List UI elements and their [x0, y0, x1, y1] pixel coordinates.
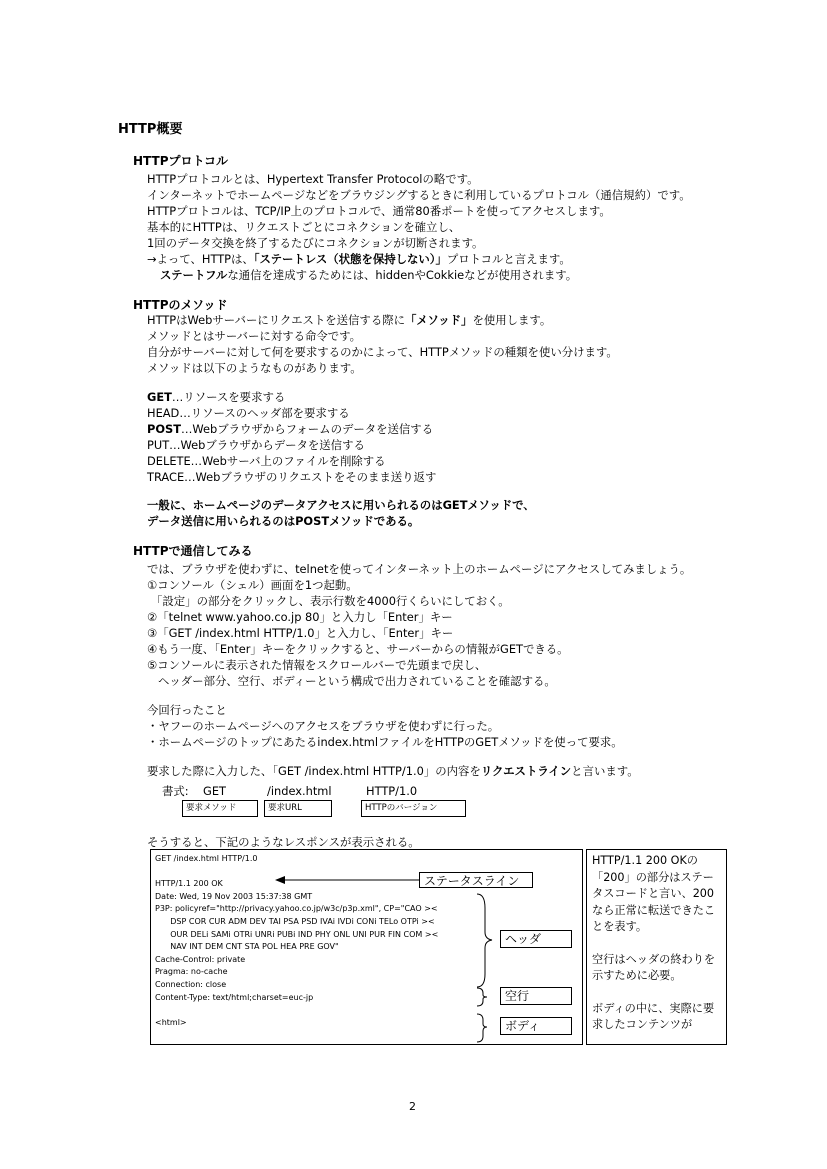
method-head: HEAD…リソースのヘッダ部を要求する	[147, 406, 350, 420]
response-intro: そうすると、下記のようなレスポンスが表示される。	[147, 835, 420, 849]
method-post	[147, 421, 433, 437]
response-line: Cache-Control: private	[155, 954, 246, 964]
tag-request-method: 要求メソッド	[182, 800, 258, 817]
stateless-pre: →よって、HTTPは、	[147, 252, 254, 266]
methods-l1-pre: HTTPはWebサーバーにリクエストを送信する際に	[147, 313, 405, 327]
format-version: HTTP/1.0	[366, 784, 418, 798]
methods-line-3: 自分がサーバーに対して何を要求するのかによって、HTTPメソッドの種類を使い分けます。	[147, 345, 618, 359]
stateless-post: プロトコルと言えます。	[446, 252, 571, 266]
page-number: 2	[409, 1100, 416, 1113]
methods-line-4: メソッドは以下のようなものがあります。	[147, 361, 362, 375]
format-url: /index.html	[267, 784, 332, 798]
response-line: Connection: close	[155, 979, 227, 989]
label-status-line: ステータスライン	[419, 872, 533, 888]
response-line: GET /index.html HTTP/1.0	[155, 854, 258, 863]
tag-request-url: 要求URL	[264, 800, 332, 817]
stateful-bold: ステートフル	[160, 268, 228, 282]
response-line: DSP COR CUR ADM DEV TAI PSA PSD IVAi IVDi CONi TELo OTPi ><	[155, 916, 435, 926]
methods-line-2: メソッドとはサーバーに対する命令です。	[147, 329, 362, 343]
label-header: ヘッダ	[500, 930, 572, 948]
comm-step-1: ①コンソール（シェル）画面を1つ起動。	[147, 578, 358, 592]
done-item-2: ・ホームページのトップにあたるindex.htmlファイルをHTTPのGETメソッドを使って要求。	[147, 735, 623, 749]
side-note-body: ボディの中に、実際に要求したコンテンツが	[592, 1001, 715, 1031]
label-body: ボディ	[500, 1017, 572, 1035]
response-line: HTTP/1.1 200 OK	[155, 879, 223, 889]
methods-l1-bold: 「メソッド」	[405, 313, 473, 327]
response-line: NAV INT DEM CNT STA POL HEA PRE GOV"	[155, 942, 339, 952]
stateless-line	[147, 251, 571, 267]
methods-summary-1: 一般に、ホームページのデータアクセスに用いられるのはGETメソッドで、	[147, 498, 535, 512]
response-box	[150, 849, 583, 1045]
page-title: HTTP概要	[118, 122, 183, 137]
method-put: PUT…Webブラウザからデータを送信する	[147, 438, 365, 452]
section-heading-communicate: HTTPで通信してみる	[133, 544, 253, 558]
protocol-line-2: インターネットでホームページなどをブラウジングするときに利用しているプロトコル（通信規約）です。	[147, 188, 691, 202]
method-post-desc: …Webブラウザからフォームのデータを送信する	[181, 422, 434, 436]
comm-step-5: ⑤コンソールに表示された情報をスクロールバーで先頭まで戻し、	[147, 658, 487, 672]
tag-http-version: HTTPのバージョン	[361, 800, 466, 817]
response-line: Pragma: no-cache	[155, 967, 228, 977]
response-line: Date: Wed, 19 Nov 2003 15:37:38 GMT	[155, 891, 313, 901]
label-blank-line: 空行	[500, 987, 572, 1005]
section-heading-methods: HTTPのメソッド	[133, 298, 228, 312]
reqline-pre: 要求した際に入力した、「GET /index.html HTTP/1.0」の内容を	[147, 764, 481, 778]
reqline-post: と言います。	[571, 764, 639, 778]
comm-step-1-note: 「設定」の部分をクリックし、表示行数を4000行くらいにしておく。	[151, 594, 510, 608]
side-note-blank-line: 空行はヘッダの終わりを示すために必要。	[592, 952, 716, 982]
format-get: GET	[203, 784, 226, 798]
method-get-name: GET	[147, 390, 172, 404]
section-heading-protocol: HTTPプロトコル	[133, 154, 229, 168]
side-note-content	[592, 853, 722, 1034]
side-note-box	[586, 849, 727, 1045]
done-title: 今回行ったこと	[147, 703, 227, 717]
methods-summary-2: データ送信に用いられるのはPOSTメソッドである。	[147, 514, 420, 528]
method-post-name: POST	[147, 422, 182, 436]
response-line: P3P: policyref="http://privacy.yahoo.co.jp/w3c/p3p.xml", CP="CAO ><	[155, 904, 438, 914]
protocol-line-4: 基本的にHTTPは、リクエストごとにコネクションを確立し、	[147, 220, 461, 234]
stateful-line	[160, 267, 577, 283]
comm-step-4: ④もう一度、「Enter」キーをクリックすると、サーバーからの情報がGETできる。	[147, 642, 569, 656]
side-note-status-code: HTTP/1.1 200 OKの「200」の部分はステータスコードと言い、200なら正常に転送できたことを表す。	[592, 854, 716, 933]
comm-step-5-note: ヘッダー部分、空行、ボディーという構成で出力されていることを確認する。	[158, 674, 556, 688]
format-label: 書式:	[162, 784, 189, 798]
comm-step-3: ③「GET /index.html HTTP/1.0」と入力し、「Enter」キー	[147, 626, 454, 640]
reqline-bold: リクエストライン	[480, 764, 572, 778]
comm-line-1: では、ブラウザを使わずに、telnetを使ってインターネット上のホームページにアクセスしてみましょう。	[147, 562, 692, 576]
method-get-desc: …リソースを要求する	[171, 390, 286, 404]
method-trace: TRACE…Webブラウザのリクエストをそのまま送り返す	[147, 470, 437, 484]
method-get	[147, 389, 285, 405]
protocol-line-3: HTTPプロトコルは、TCP/IP上のプロトコルで、通常80番ポートを使ってアクセスします。	[147, 204, 611, 218]
arrow-left-icon	[275, 876, 285, 884]
response-line: Content-Type: text/html;charset=euc-jp	[155, 992, 314, 1002]
stateful-post: な通信を達成するためには、hiddenやCokkieなどが使用されます。	[227, 268, 578, 282]
done-item-1: ・ヤフーのホームページへのアクセスをブラウザを使わずに行った。	[147, 719, 500, 733]
stateless-bold: 「ステートレス（状態を保持しない）」	[253, 252, 447, 266]
protocol-line-5: 1回のデータ交換を終了するたびにコネクションが切断されます。	[147, 236, 484, 250]
protocol-line-1: HTTPプロトコルとは、Hypertext Transfer Protocolの略です。	[147, 172, 479, 186]
method-delete: DELETE…Webサーバ上のファイルを削除する	[147, 454, 386, 468]
response-line: OUR DELi SAMi OTRi UNRi PUBi IND PHY ONL UNI PUR FIN COM ><	[155, 929, 439, 939]
comm-step-2: ②「telnet www.yahoo.co.jp 80」と入力し「Enter」キー	[147, 610, 453, 624]
methods-l1-post: を使用します。	[472, 313, 552, 327]
methods-line-1	[147, 312, 551, 328]
response-line: <html>	[155, 1017, 187, 1027]
request-line-sentence	[147, 763, 639, 779]
